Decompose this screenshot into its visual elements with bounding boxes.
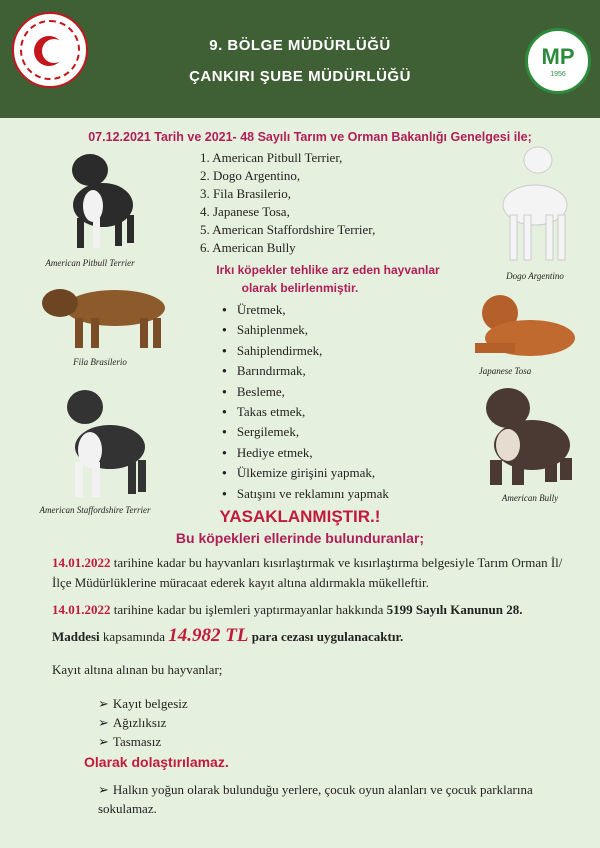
prohibited-actions-list (222, 300, 389, 504)
list-item: ● Takas etmek, (222, 402, 389, 422)
circular-intro: 07.12.2021 Tarih ve 2021- 48 Sayılı Tarım ve Orman Bakanlığı Genelgesi ile; (88, 130, 532, 144)
penalty-text-3: para cezası uygulanacaktır. (251, 629, 404, 644)
staffordshire-photo (50, 382, 155, 502)
list-item: ● Satışını ve reklamını yapmak (222, 484, 389, 504)
condition-item: ➢ Tasmasız (98, 734, 161, 750)
tosa-photo (455, 288, 580, 363)
danger-warning-2: olarak belirlenmiştir. (241, 281, 359, 295)
breed-list (200, 149, 375, 257)
list-item: ● Sergilemek, (222, 422, 389, 442)
dogo-photo (490, 140, 585, 270)
owners-heading: Bu köpekleri ellerinde bulunduranlar; (175, 530, 425, 546)
list-item: ● Üretmek, (222, 300, 389, 320)
deadline-date: 14.01.2022 (52, 602, 111, 617)
list-item: ● Hediye etmek, (222, 443, 389, 463)
penalty-text-1: tarihine kadar bu işlemleri yaptırmayanlar hakkında (113, 602, 384, 617)
caption-bully: American Bully (501, 493, 559, 503)
list-item: ● Besleme, (222, 382, 389, 402)
header-title-1: 9. BÖLGE MÜDÜRLÜĞÜ (209, 37, 391, 54)
not-walked-heading: Olarak dolaştırılamaz. (84, 754, 229, 770)
caption-tosa: Japanese Tosa (478, 366, 532, 376)
header-title-2: ÇANKIRI ŞUBE MÜDÜRLÜĞÜ (189, 68, 411, 85)
bully-photo (470, 380, 580, 490)
neutering-paragraph (52, 553, 572, 593)
law-number: 5199 Sayılı (386, 602, 447, 617)
law-article: Kanunun 28. Maddesi (52, 602, 523, 644)
ministry-seal-icon (12, 12, 88, 88)
neutering-text: tarihine kadar bu hayvanları kısırlaştırmak ve kısırlaştırma belgesiyle Tarım Orman İl/İlçe Müdürlüklerine müracaat ederek kayıt altına aldırmakla mükelleftir. (52, 555, 563, 590)
list-item: ● Ülkemize girişini yapmak, (222, 463, 389, 483)
header-banner (0, 0, 600, 118)
logo-year: 1956 (550, 71, 566, 78)
list-item: 3. Fila Brasilerio, (200, 186, 291, 201)
fine-amount: 14.982 TL (168, 625, 249, 646)
list-item: 6. American Bully (200, 240, 296, 255)
fila-photo (35, 278, 185, 353)
list-item: ● Barındırmak, (222, 361, 389, 381)
condition-item: ➢ Kayıt belgesiz (98, 696, 188, 712)
penalty-paragraph (52, 597, 572, 650)
condition-item: ➢ Ağızlıksız (98, 715, 166, 731)
caption-dogo: Dogo Argentino (506, 271, 564, 281)
deadline-date: 14.01.2022 (52, 555, 111, 570)
banned-heading: YASAKLANMIŞTIR.! (219, 507, 381, 526)
list-item: 1. American Pitbull Terrier, (200, 150, 343, 165)
caption-fila: Fila Brasilerio (73, 357, 127, 367)
list-item: 5. American Staffordshire Terrier, (200, 222, 376, 237)
pitbull-photo (45, 140, 155, 255)
national-parks-seal-icon: MP 1956 (525, 28, 591, 94)
list-item: 2. Dogo Argentino, (200, 168, 301, 183)
penalty-text-2: kapsamında (102, 629, 166, 644)
danger-warning-1: Irkı köpekler tehlike arz eden hayvanlar (216, 263, 440, 277)
caption-staffordshire: American Staffordshire Terrier (39, 505, 151, 515)
registered-intro: Kayıt altına alınan bu hayvanlar; (52, 662, 223, 677)
list-item: 4. Japanese Tosa, (200, 204, 290, 219)
list-item: ● Sahiplenmek, (222, 320, 389, 340)
list-item: ● Sahiplendirmek, (222, 341, 389, 361)
caption-pitbull: American Pitbull Terrier (45, 258, 135, 268)
crowded-places-text: ➢ Halkın yoğun olarak bulunduğu yerlere, çocuk oyun alanları ve çocuk parklarına sokulamaz. (98, 782, 533, 816)
crowded-places-rule (98, 780, 538, 818)
